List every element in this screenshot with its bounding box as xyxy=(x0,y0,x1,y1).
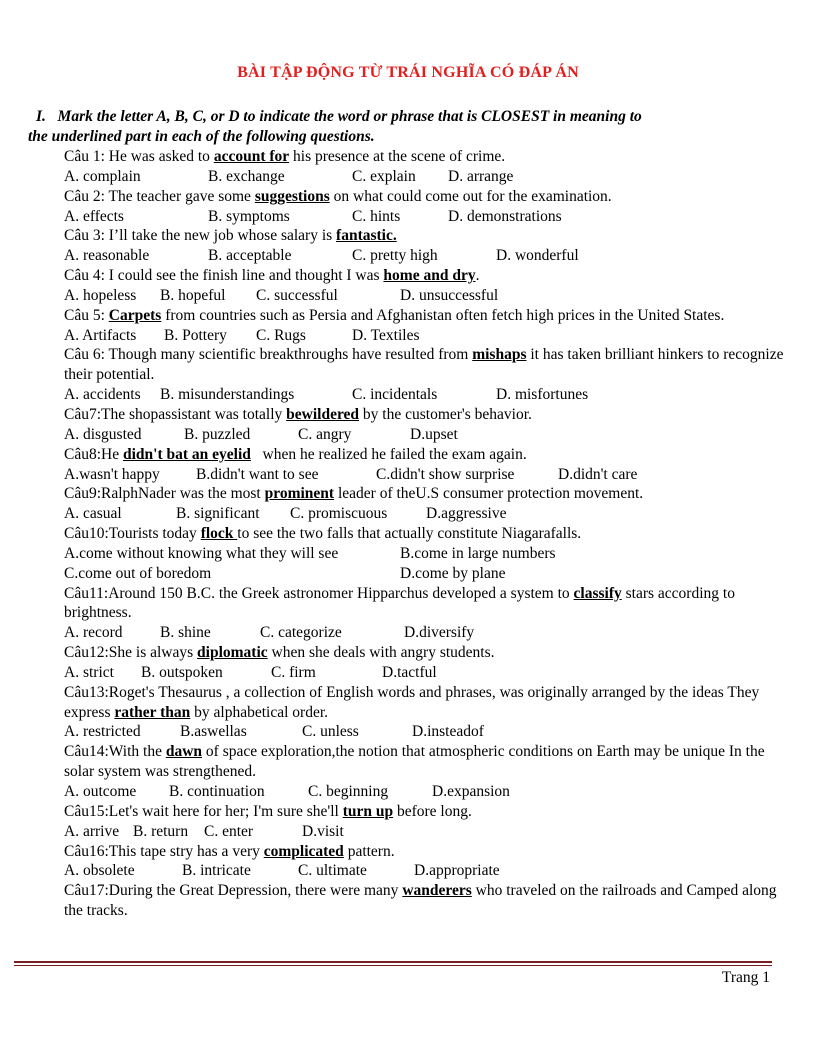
question-list xyxy=(64,147,784,921)
options-4 xyxy=(64,286,784,306)
option-b: B. significant xyxy=(176,505,260,523)
underlined-word: didn't bat an eyelid xyxy=(122,445,251,463)
option-c: C. promiscuous xyxy=(290,505,388,523)
question-10: Câu10:Tourists today flock to see the two falls that actually constitute Niagarafalls. xyxy=(64,525,582,543)
option-d: D.upset xyxy=(410,425,458,443)
options-15 xyxy=(64,822,784,842)
option-a: A. complain xyxy=(64,167,141,185)
option-d: D. wonderful xyxy=(496,247,579,265)
options-3 xyxy=(64,246,784,266)
question-2: Câu 2: The teacher gave some suggestions on what could come out for the examination. xyxy=(64,187,612,205)
underlined-word: complicated xyxy=(263,842,344,860)
underlined-word: diplomatic xyxy=(197,644,268,662)
underlined-word: wanderers xyxy=(402,882,472,900)
options-9 xyxy=(64,504,784,524)
options-7 xyxy=(64,425,784,445)
option-c: C. angry xyxy=(298,425,352,443)
option-c: C. enter xyxy=(204,822,254,840)
options-12 xyxy=(64,663,784,683)
options-13 xyxy=(64,722,784,742)
option-a: A. obsolete xyxy=(64,862,135,880)
option-c: C. incidentals xyxy=(352,386,438,404)
option-b: B. outspoken xyxy=(141,663,223,681)
option-a: A. arrive xyxy=(64,822,120,840)
option-b: B. shine xyxy=(160,624,211,642)
option-c: C. categorize xyxy=(260,624,342,642)
option-b: B. puzzled xyxy=(184,425,251,443)
question-7: Câu7:The shopassistant was totally bewildered by the customer's behavior. xyxy=(64,405,532,423)
underlined-word: suggestions xyxy=(254,187,330,205)
options-8 xyxy=(64,465,784,485)
underlined-word: home and dry xyxy=(383,267,476,285)
option-d: D.visit xyxy=(302,822,344,840)
option-b: B.come in large numbers xyxy=(400,544,556,562)
underlined-word: flock xyxy=(200,525,238,543)
options-5 xyxy=(64,326,784,346)
question-1: Câu 1: He was asked to account for his presence at the scene of crime. xyxy=(64,148,506,165)
option-a: A.wasn't happy xyxy=(64,465,160,483)
option-a: A. effects xyxy=(64,207,124,225)
question-3: Câu 3: I’ll take the new job whose salary is fantastic. xyxy=(64,227,397,245)
question-11: Câu11:Around 150 B.C. the Greek astronomer Hipparchus developed a system to classify stars according to brightness. xyxy=(64,584,735,622)
option-d: D.tactful xyxy=(382,663,437,681)
option-c: C.come out of boredom xyxy=(64,564,212,582)
question-9: Câu9:RalphNader was the most prominent leader of theU.S consumer protection movement. xyxy=(64,485,644,503)
option-d: D.diversify xyxy=(404,624,475,642)
question-17: Câu17:During the Great Depression, there were many wanderers who traveled on the railroads and Camped along the tracks. xyxy=(64,882,777,920)
underlined-word: fantastic. xyxy=(336,227,397,245)
option-c: C. beginning xyxy=(308,783,389,800)
question-14: Câu14:With the dawn of space exploration,the notion that atmospheric conditions on Earth may be unique In the solar system was strengthened. xyxy=(64,743,765,781)
question-4: Câu 4: I could see the finish line and thought I was home and dry. xyxy=(64,267,480,285)
option-b: B. Pottery xyxy=(164,326,227,344)
options-2 xyxy=(64,207,784,227)
options-10-cd xyxy=(64,564,784,584)
question-8: Câu8:He didn't bat an eyelid when he realized he failed the exam again. xyxy=(64,445,527,463)
option-b: B.aswellas xyxy=(180,723,247,741)
option-d: D.aggressive xyxy=(426,505,507,523)
option-b: B. hopeful xyxy=(160,286,226,304)
option-b: B. misunderstandings xyxy=(160,386,295,404)
option-b: B. exchange xyxy=(208,167,285,185)
option-d: D.insteadof xyxy=(412,723,484,741)
question-13: Câu13:Roget's Thesaurus , a collection of English words and phrases, was originally arranged by the ideas They express rather than by alphabetical order. xyxy=(64,683,760,721)
option-c: C. unless xyxy=(302,723,359,741)
footer-divider-thin xyxy=(14,965,772,966)
options-10-ab xyxy=(64,544,784,564)
option-d: D. unsuccessful xyxy=(400,286,499,304)
underlined-word: Carpets xyxy=(108,306,162,324)
option-a: A. strict xyxy=(64,663,114,681)
option-b: B. acceptable xyxy=(208,247,292,265)
document-title: BÀI TẬP ĐỘNG TỪ TRÁI NGHĨA CÓ ĐÁP ÁN xyxy=(237,64,579,81)
option-a: A. accidents xyxy=(64,386,141,404)
footer-divider xyxy=(14,961,772,963)
question-16: Câu16:This tape stry has a very complicated pattern. xyxy=(64,842,395,860)
option-c: C.didn't show surprise xyxy=(376,465,515,483)
options-11 xyxy=(64,623,784,643)
section-number: I. xyxy=(36,108,46,125)
option-a: A. record xyxy=(64,624,123,642)
option-d: D. demonstrations xyxy=(448,207,562,225)
option-a: A. outcome xyxy=(64,783,137,800)
option-b: B. continuation xyxy=(169,783,265,800)
option-d: D.didn't care xyxy=(558,465,638,483)
option-c: C. firm xyxy=(271,663,316,681)
options-14 xyxy=(64,782,784,802)
option-a: A. hopeless xyxy=(64,286,137,304)
question-5: Câu 5: Carpets from countries such as Persia and Afghanistan often fetch high prices in the United States. xyxy=(64,306,725,324)
underlined-word: prominent xyxy=(264,485,335,503)
underlined-word: bewildered xyxy=(286,405,360,423)
option-a: A. disgusted xyxy=(64,425,142,443)
option-c: C. pretty high xyxy=(352,247,438,265)
option-a: A. restricted xyxy=(64,723,141,741)
underlined-word: classify xyxy=(573,584,622,602)
option-a: A.come without knowing what they will see xyxy=(64,544,339,562)
question-15: Câu15:Let's wait here for her; I'm sure she'll turn up before long. xyxy=(64,802,472,820)
underlined-word: turn up xyxy=(342,802,394,820)
option-c: C. Rugs xyxy=(256,326,306,344)
option-a: A. Artifacts xyxy=(64,326,137,344)
underlined-word: dawn xyxy=(165,743,203,761)
underlined-word: account for xyxy=(213,148,290,165)
option-b: B.didn't want to see xyxy=(196,465,319,483)
instruction-line-1: Mark the letter A, B, C, or D to indicate the word or phrase that is CLOSEST in meaning to xyxy=(57,108,642,125)
option-c: C. successful xyxy=(256,286,338,304)
option-a: A. reasonable xyxy=(64,247,150,265)
section-instruction xyxy=(28,107,788,147)
underlined-word: rather than xyxy=(114,703,191,721)
option-d: D.expansion xyxy=(432,783,510,800)
option-d: D. Textiles xyxy=(352,326,420,344)
option-b: B. symptoms xyxy=(208,207,290,225)
question-12: Câu12:She is always diplomatic when she deals with angry students. xyxy=(64,644,495,662)
option-d: D. misfortunes xyxy=(496,386,589,404)
option-b: B. intricate xyxy=(182,862,251,880)
options-1 xyxy=(64,167,784,187)
options-6 xyxy=(64,385,784,405)
option-a: A. casual xyxy=(64,505,122,523)
options-16 xyxy=(64,861,784,881)
option-c: C. ultimate xyxy=(298,862,367,880)
underlined-word: mishaps xyxy=(472,346,527,364)
page-number: Trang 1 xyxy=(721,969,770,986)
option-c: C. hints xyxy=(352,207,401,225)
option-d: D.appropriate xyxy=(414,862,500,880)
instruction-line-2: the underlined part in each of the following questions. xyxy=(28,128,375,145)
option-d: D. arrange xyxy=(448,167,514,185)
option-b: B. return xyxy=(133,822,189,840)
option-d: D.come by plane xyxy=(400,564,506,582)
question-6: Câu 6: Though many scientific breakthroughs have resulted from mishaps it has taken brilliant hinkers to recognize their potential. xyxy=(64,346,784,384)
option-c: C. explain xyxy=(352,167,416,185)
